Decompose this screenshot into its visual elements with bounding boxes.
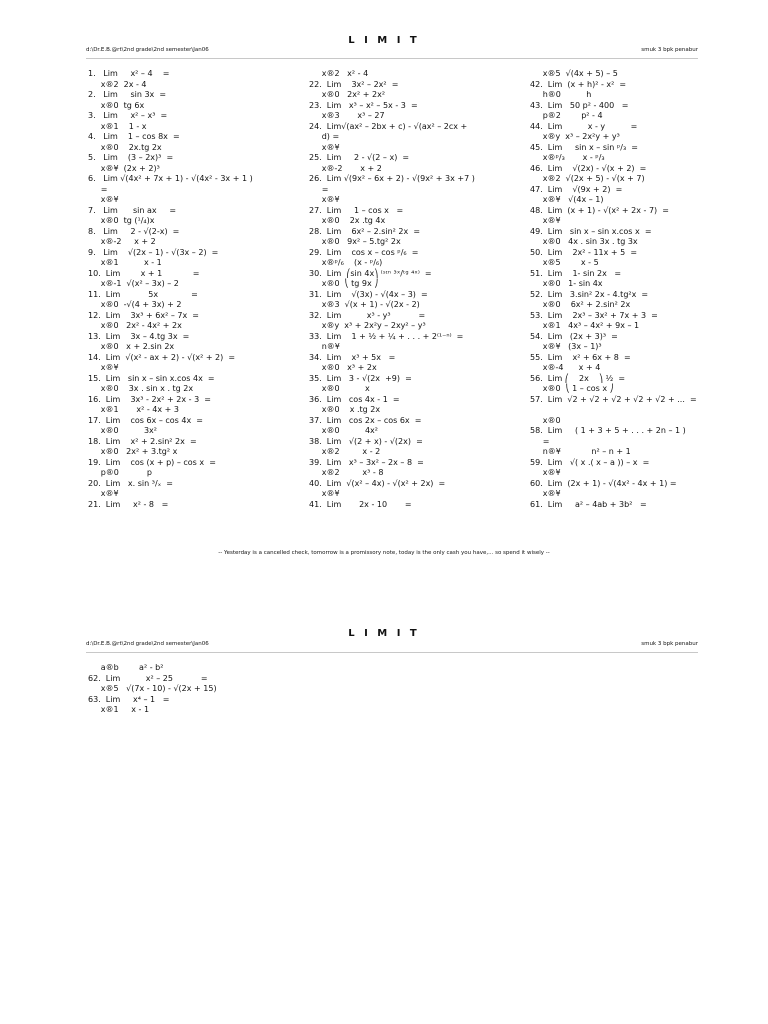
problem-list	[88, 69, 253, 510]
problem-line: 38. Lim √(2 + x) - √(2x) =	[309, 436, 423, 446]
problem-line: 56. Lim ⎛ 2x ⎞ ½ =	[530, 373, 626, 383]
problem-line: x®0 6x² + 2.sin² 2x	[530, 300, 631, 309]
problem-line: 37. Lim cos 2x – cos 6x =	[309, 415, 422, 425]
problem-line: d) =	[309, 132, 340, 141]
problem-line: x®¥	[88, 363, 119, 372]
problem-line: x®¥	[309, 489, 340, 498]
problem-line: 23. Lim x³ – x² – 5x - 3 =	[309, 100, 418, 110]
problem-line: 44. Lim x - y =	[530, 121, 638, 131]
problem-line: x®ᵖ/₆ (x - ᵖ/₆)	[309, 258, 383, 267]
problem-line: 28. Lim 6x² – 2.sin² 2x =	[309, 226, 421, 236]
problem-line: 62. Lim x² – 25 =	[88, 673, 208, 683]
problem-line: 49. Lim sin x – sin x.cos x =	[530, 226, 652, 236]
problem-line: 12. Lim 3x³ + 6x² – 7x =	[88, 310, 200, 320]
problem-column-2	[309, 69, 475, 510]
header-school-name: smuk 3 bpk penabur	[641, 47, 698, 53]
problem-line: 14. Lim √(x² - ax + 2) - √(x² + 2) =	[88, 352, 236, 362]
problem-line: 31. Lim √(3x) - √(4x – 3) =	[309, 289, 428, 299]
problem-line: 26. Lim √(9x² – 6x + 2) - √(9x² + 3x +7 )	[309, 174, 475, 183]
header-file-path: d:\Dr.E.B.@rt\2nd grade\2nd semester\Jan06	[86, 641, 209, 647]
problem-line: 33. Lim 1 + ½ + ¼ + . . . + 2⁽¹⁻ⁿ⁾ =	[309, 331, 464, 341]
problem-line: 1. Lim x² – 4 =	[88, 69, 170, 78]
problem-line: x®2 √(2x + 5) - √(x + 7)	[530, 174, 645, 183]
problem-line: x®¥ (3x – 1)³	[530, 342, 602, 351]
problem-line: a®b a² - b²	[88, 663, 164, 672]
problem-line: x®5 √(7x - 10) - √(2x + 15)	[88, 684, 217, 693]
problem-line: 59. Lim √( x .( x – a )) – x =	[530, 457, 650, 467]
problem-line: 8. Lim 2 - √(2-x) =	[88, 226, 180, 236]
problem-line: 4. Lim 1 – cos 8x =	[88, 132, 180, 141]
problem-line: x®0 4x²	[309, 426, 378, 435]
problem-line: 42. Lim (x + h)² - x² =	[530, 79, 627, 89]
problem-line: x®0 2x² + 2x²	[309, 90, 386, 99]
problem-line: x®3 √(x + 1) - √(2x - 2)	[309, 300, 420, 309]
problem-line: x®¥	[309, 142, 340, 152]
problem-line: 21. Lim x² - 8 =	[88, 499, 169, 509]
problem-line: 22. Lim 3x² – 2x² =	[309, 79, 399, 89]
problem-line: x®ᵖ/₃ x - ᵖ/₃	[530, 153, 605, 162]
problem-line: =	[309, 184, 329, 194]
problem-line: 16. Lim 3x³ - 2x² + 2x - 3 =	[88, 394, 211, 404]
problem-line: h®0 h	[530, 90, 592, 99]
problem-line: x®0 9x² – 5.tg² 2x	[309, 237, 401, 246]
problem-line: x®¥	[530, 216, 561, 225]
problem-line: 40. Lim √(x² – 4x) - √(x² + 2x) =	[309, 478, 446, 488]
problem-column-3	[530, 69, 697, 510]
problem-line: x®1 x² - 4x + 3	[88, 405, 179, 414]
problem-line: 47. Lim √(9x + 2) =	[530, 184, 623, 194]
problem-line: n®¥	[309, 342, 340, 351]
problem-line: x®0 1- sin 4x	[530, 279, 603, 288]
problem-line: x®0 2x² - 4x² + 2x	[88, 321, 182, 330]
problem-line: x®0 tg 6x	[88, 100, 145, 110]
problem-line: x®0 x	[309, 384, 370, 393]
problem-line: 48. Lim (x + 1) - √(x² + 2x - 7) =	[530, 205, 669, 215]
problem-line: p®2 p² - 4	[530, 111, 603, 120]
problem-line: 51. Lim 1- sin 2x =	[530, 268, 622, 278]
problem-line: 41. Lim 2x - 10 =	[309, 499, 412, 509]
problem-list	[88, 663, 217, 716]
problem-line: x®0 2x² + 3.tg² x	[88, 447, 178, 456]
problem-line: x®1 4x³ – 4x² + 9x – 1	[530, 321, 640, 330]
problem-line: x®1 x - 1	[88, 705, 150, 714]
problem-line: 55. Lim x² + 6x + 8 =	[530, 352, 631, 362]
problem-line: 36. Lim cos 4x - 1 =	[309, 394, 400, 404]
problem-line: x®0 ⎝ 1 – cos x ⎠	[530, 384, 614, 393]
problem-line: 54. Lim (2x + 3)³ =	[530, 331, 618, 341]
problem-line: x®0 4x . sin 3x . tg 3x	[530, 237, 638, 246]
problem-line: x®0 2x .tg 4x	[309, 216, 386, 225]
problem-line: x®0 3x²	[88, 426, 157, 435]
problem-line: 34. Lim x³ + 5x =	[309, 352, 396, 362]
problem-line: x®¥ √(4x – 1)	[530, 195, 604, 204]
problem-line: 18. Lim x² + 2.sin² 2x =	[88, 436, 197, 446]
problem-line: 35. Lim 3 - √(2x +9) =	[309, 373, 412, 383]
problem-line: 25. Lim 2 - √(2 – x) =	[309, 153, 410, 162]
problem-line: n®¥ n² – n + 1	[530, 447, 631, 456]
problem-line: 57. Lim √2 + √2 + √2 + √2 + √2 + ... =	[530, 394, 697, 404]
problem-line: 15. Lim sin x – sin x.cos 4x =	[88, 373, 215, 383]
problem-line: x®0 2x.tg 2x	[88, 142, 162, 152]
problem-line: 27. Lim 1 – cos x =	[309, 205, 404, 215]
problem-line: x®3 x³ – 27	[309, 111, 385, 120]
problem-line: x®0 3x . sin x . tg 2x	[88, 384, 194, 393]
problem-line: 20. Lim x. sin ³/ₓ =	[88, 478, 173, 488]
problem-list	[530, 69, 697, 510]
problem-line: 29. Lim cos x – cos ᵖ/₆ =	[309, 247, 419, 257]
problem-line: x®0 tg (¹/₄)x	[88, 216, 155, 225]
footer-quote: -- Yesterday is a cancelled check, tomorrow is a promissory note, today is the only cash you have,... so spend it wisely --	[218, 550, 550, 556]
problem-line: x®-2 x + 2	[88, 237, 156, 246]
problem-line: 63. Lim x⁴ – 1 =	[88, 694, 170, 704]
problem-line: x®2 x³ - 8	[309, 468, 384, 477]
problem-line: x®2 2x - 4	[88, 79, 147, 89]
problem-line: 11. Lim 5x =	[88, 289, 198, 299]
problem-line: 9. Lim √(2x – 1) - √(3x – 2) =	[88, 247, 219, 257]
problem-list	[309, 69, 475, 510]
problem-line: x®¥	[88, 195, 119, 204]
problem-line: 61. Lim a² – 4ab + 3b² =	[530, 499, 647, 509]
problem-line: x®¥	[88, 489, 119, 498]
problem-line: 58. Lim ( 1 + 3 + 5 + . . . + 2n – 1 )	[530, 426, 686, 435]
problem-line: 5. Lim (3 – 2x)³ =	[88, 153, 174, 162]
header-school-name: smuk 3 bpk penabur	[641, 641, 698, 647]
problem-line: 43. Lim 50 p² - 400 =	[530, 100, 629, 110]
problem-line: 3. Lim x² – x³ =	[88, 111, 168, 120]
problem-line	[530, 405, 697, 416]
problem-line: 30. Lim ⎛sin 4x⎞ ⁽ˢᶦⁿ ³ˣ/ᵗᵍ ⁴ˣ⁾ =	[309, 268, 432, 278]
problem-line: 46. Lim √(2x) - √(x + 2) =	[530, 163, 647, 173]
problem-line: 60. Lim (2x + 1) - √(4x² - 4x + 1) =	[530, 478, 677, 488]
problem-line: 6. Lim √(4x² + 7x + 1) - √(4x² - 3x + 1 )	[88, 174, 253, 183]
problem-line: x®5 √(4x + 5) – 5	[530, 69, 618, 78]
problem-line: 52. Lim 3.sin² 2x - 4.tg²x =	[530, 289, 649, 299]
problem-line: 7. Lim sin ax =	[88, 205, 177, 215]
problem-line: x®0 x³ + 2x	[309, 363, 377, 372]
problem-line: x®-2 x + 2	[309, 163, 382, 173]
page-title: L I M I T	[348, 628, 420, 639]
problem-line: x®1 x - 1	[88, 258, 162, 267]
problem-line: 2. Lim sin 3x =	[88, 90, 167, 99]
problem-line: =	[88, 184, 108, 194]
problem-line: 45. Lim sin x – sin ᵖ/₃ =	[530, 142, 638, 152]
problem-line: x®y x³ – 2x²y + y³	[530, 132, 620, 141]
problem-line: x®¥ (2x + 2)³	[88, 163, 160, 173]
problem-line: x®-4 x + 4	[530, 363, 601, 372]
page-header	[86, 640, 698, 653]
page-title: L I M I T	[348, 35, 420, 46]
problem-line: p®0 p	[88, 468, 152, 477]
problem-line: x®0	[530, 415, 561, 425]
problem-line: x®2 x² - 4	[309, 69, 369, 78]
problem-line: x®2 x - 2	[309, 447, 381, 456]
problem-line: x®5 x - 5	[530, 258, 599, 267]
problem-line: x®0 x .tg 2x	[309, 405, 381, 414]
page-header	[86, 46, 698, 59]
problem-line: x®¥	[530, 468, 561, 477]
problem-line: x®-1 √(x² – 3x) – 2	[88, 279, 179, 288]
problem-line: 50. Lim 2x² - 11x + 5 =	[530, 247, 638, 257]
problem-line: x®¥	[309, 195, 340, 204]
problem-line: x®0 x + 2.sin 2x	[88, 342, 175, 351]
problem-line: 19. Lim cos (x + p) – cos x =	[88, 457, 216, 467]
problem-line: 13. Lim 3x – 4.tg 3x =	[88, 331, 190, 341]
problem-line: 17. Lim cos 6x – cos 4x =	[88, 415, 203, 425]
header-file-path: d:\Dr.E.B.@rt\2nd grade\2nd semester\Jan06	[86, 47, 209, 53]
problem-line: x®0 -√(4 + 3x) + 2	[88, 300, 182, 309]
problem-line: x®y x³ + 2x²y – 2xy² – y³	[309, 321, 426, 330]
problem-column-1	[88, 69, 253, 510]
problem-line: x®¥	[530, 489, 561, 498]
problem-line: 53. Lim 2x³ – 3x² + 7x + 3 =	[530, 310, 658, 320]
problem-line: x®0 ⎝ tg 9x ⎠	[309, 279, 379, 288]
problem-line: 32. Lim x³ - y³ =	[309, 310, 426, 320]
problem-line: 24. Lim√(ax² – 2bx + c) - √(ax² – 2cx +	[309, 121, 468, 131]
problem-column-page2	[88, 663, 217, 716]
problem-line: =	[530, 436, 550, 446]
problem-line: x®1 1 - x	[88, 121, 147, 131]
problem-line: 39. Lim x³ – 3x² – 2x – 8 =	[309, 457, 424, 467]
problem-line: 10. Lim x + 1 =	[88, 268, 200, 278]
